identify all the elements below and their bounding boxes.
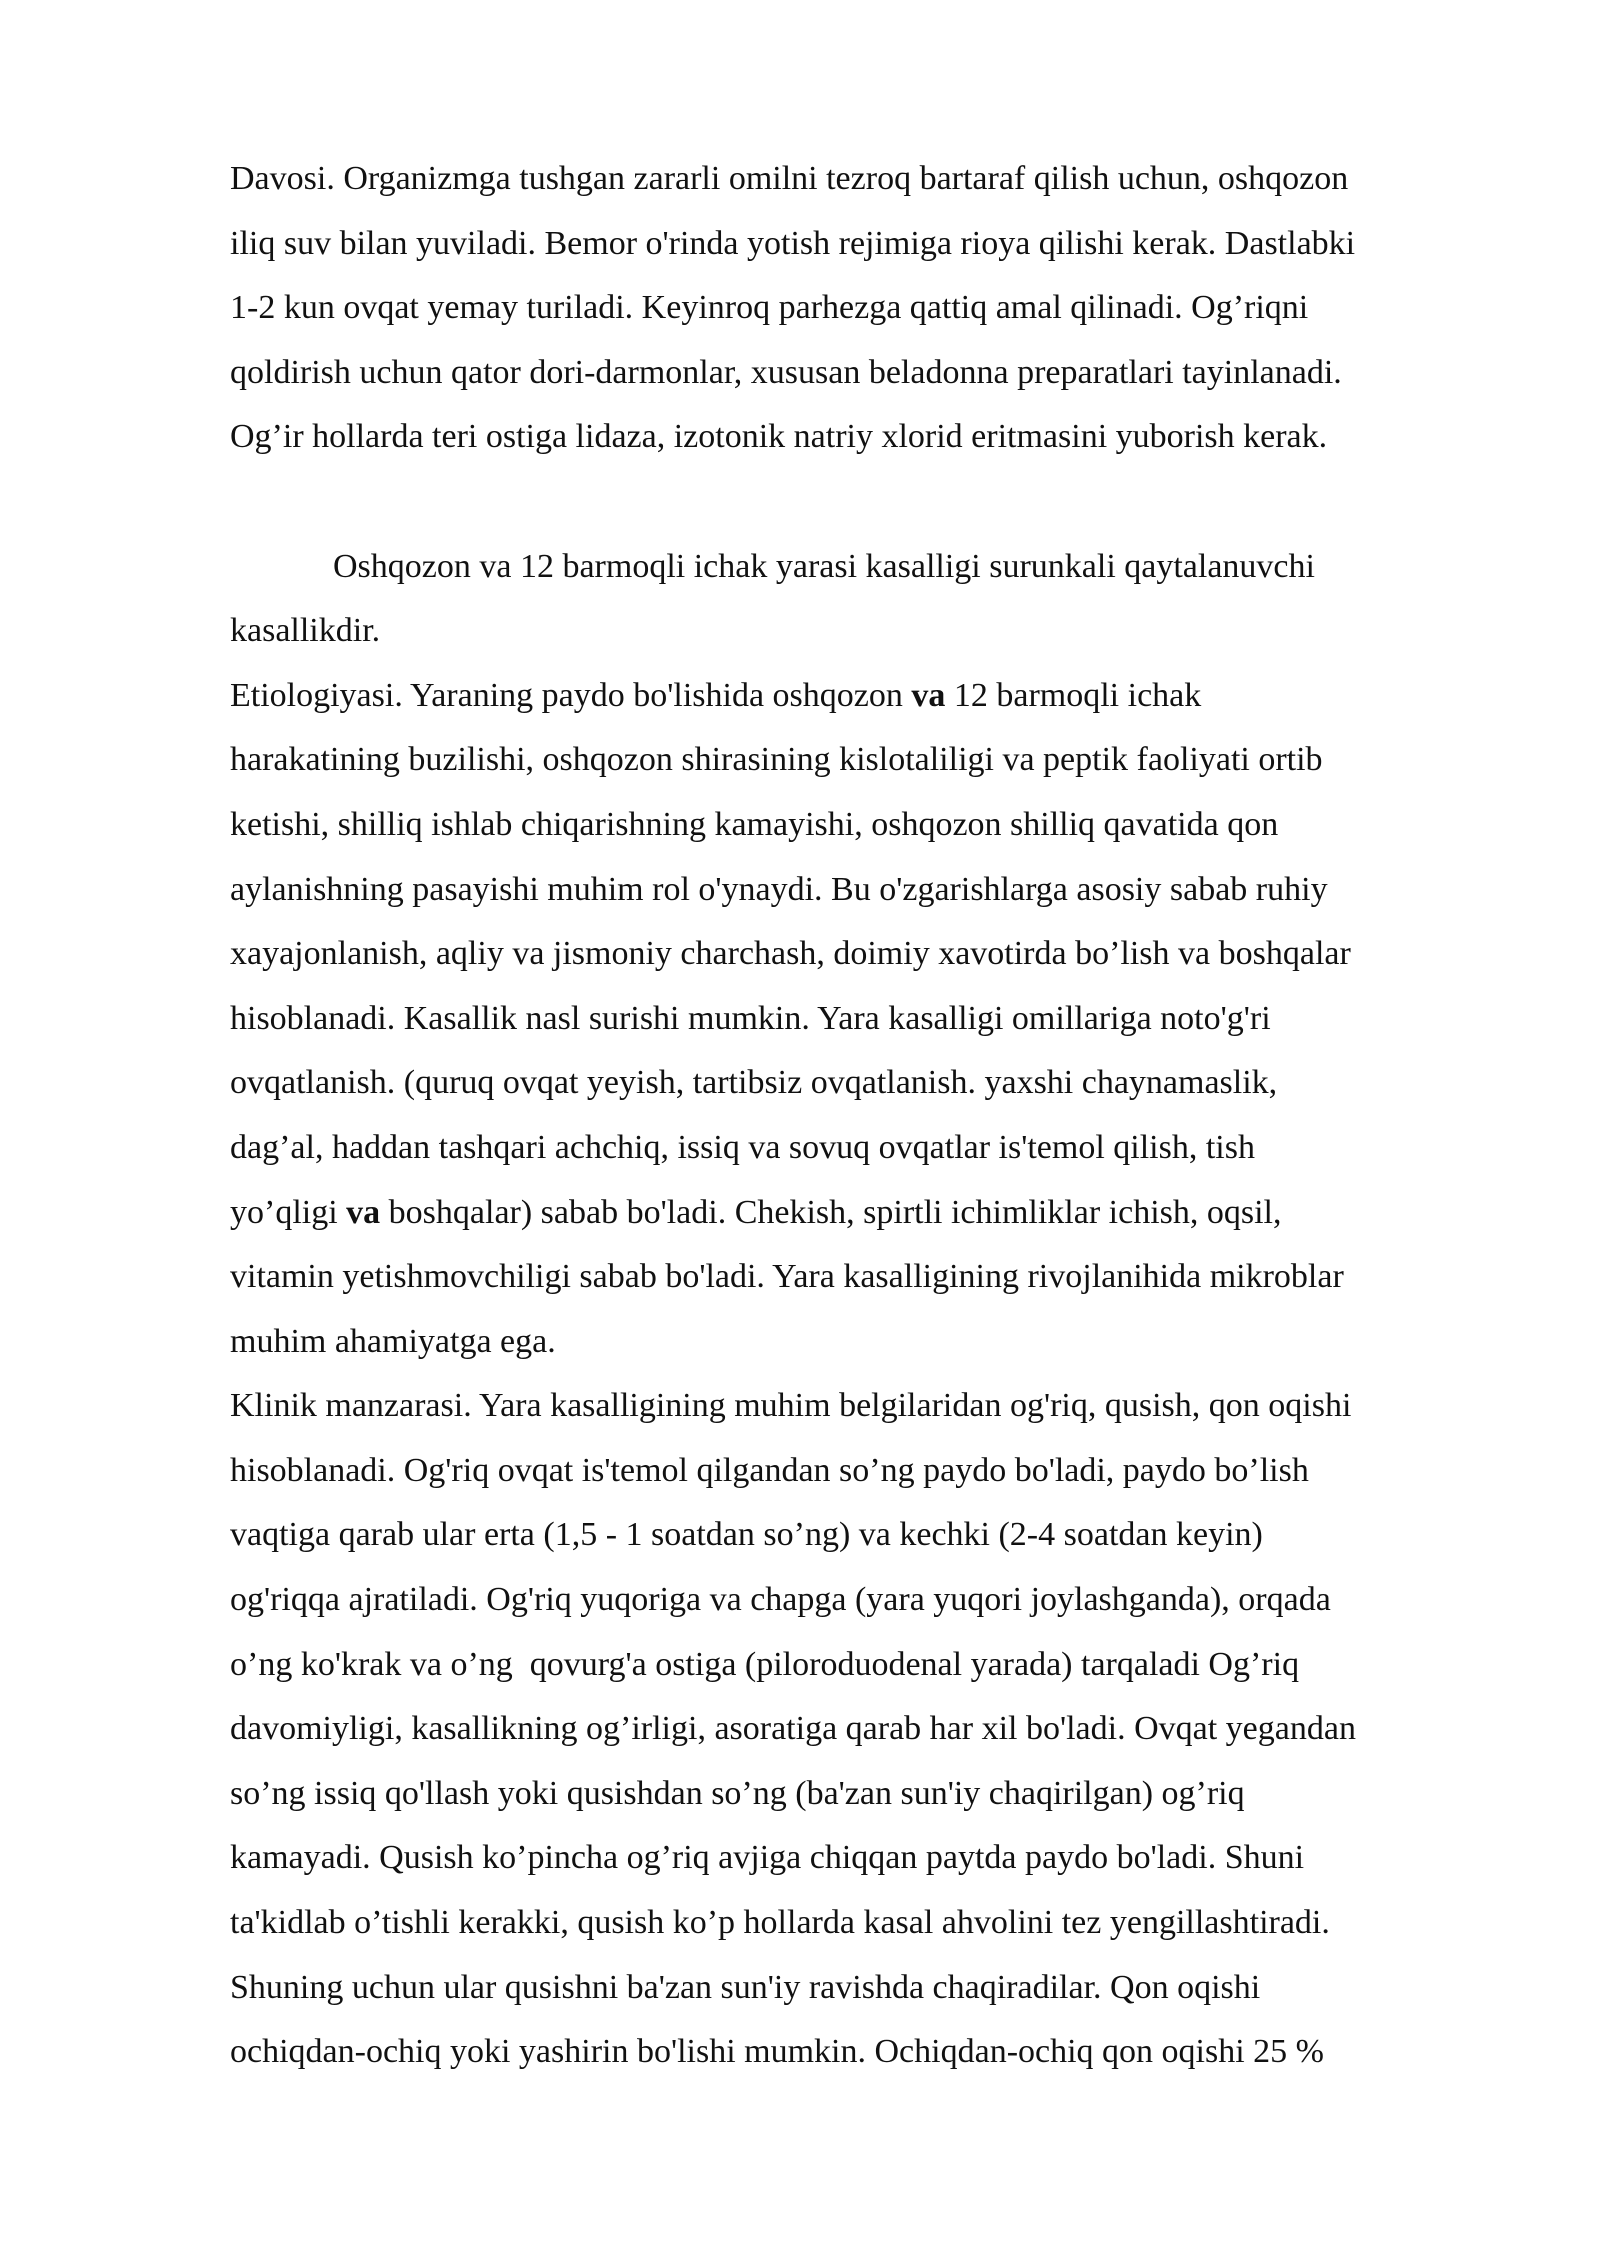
text-segment: boshqalar) sabab bo'ladi. Chekish, spirtli ichimliklar ichish, oqsil, (380, 1193, 1282, 1231)
bold-word: va (346, 1193, 381, 1231)
text-line: xayajonlanish, aqliy va jismoniy charchash, doimiy xavotirda bo’lish va boshqalar (230, 935, 1351, 973)
text-line: o’ng ko'krak va o’ng qovurg'a ostiga (piloroduodenal yarada) tarqaladi Og’riq (230, 1645, 1300, 1683)
text-line: Shuning uchun ular qusishni ba'zan sun'iy ravishda chaqiradilar. Qon oqishi (230, 1968, 1261, 2006)
text-line: muhim ahamiyatga ega. (230, 1322, 556, 1360)
text-line: ovqatlanish. (quruq ovqat yeyish, tartibsiz ovqatlanish. yaxshi chaynamaslik, (230, 1064, 1278, 1102)
text-line: kasallikdir. (230, 612, 381, 650)
text-line: Og’ir hollarda teri ostiga lidaza, izotonik natriy xlorid eritmasini yuborish kerak. (230, 418, 1328, 456)
text-line: vitamin yetishmovchiligi sabab bo'ladi. Yara kasalligining rivojlanihida mikroblar (230, 1258, 1344, 1296)
paragraph-spacer (230, 470, 1490, 535)
bold-word: va (911, 676, 946, 714)
text-line: qoldirish uchun qator dori-darmonlar, xususan beladonna preparatlari tayinlanadi. (230, 353, 1342, 391)
text-line: Oshqozon va 12 barmoqli ichak yarasi kasalligi surunkali qaytalanuvchi (333, 547, 1315, 585)
text-line: hisoblanadi. Og'riq ovqat is'temol qilgandan so’ng paydo bo'ladi, paydo bo’lish (230, 1451, 1309, 1489)
text-line: hisoblanadi. Kasallik nasl surishi mumkin. Yara kasalligi omillariga noto'g'ri (230, 999, 1271, 1037)
text-line (230, 664, 1490, 729)
document-body (230, 147, 1490, 2085)
text-line: vaqtiga qarab ular erta (1,5 - 1 soatdan so’ng) va kechki (2-4 soatdan keyin) (230, 1516, 1263, 1554)
text-line: 1-2 kun ovqat yemay turiladi. Keyinroq parhezga qattiq amal qilinadi. Og’riqni (230, 289, 1309, 327)
text-line: so’ng issiq qo'llash yoki qusishdan so’ng (ba'zan sun'iy chaqirilgan) og’riq (230, 1774, 1245, 1812)
text-line: ochiqdan-ochiq yoki yashirin bo'lishi mumkin. Ochiqdan-ochiq qon oqishi 25 % (230, 2033, 1324, 2071)
text-line: og'riqqa ajratiladi. Og'riq yuqoriga va chapga (yara yuqori joylashganda), orqada (230, 1581, 1331, 1619)
text-line: ta'kidlab o’tishli kerakki, qusish ko’p hollarda kasal ahvolini tez yengillashtiradi. (230, 1904, 1330, 1942)
text-line: iliq suv bilan yuviladi. Bemor o'rinda yotish rejimiga rioya qilishi kerak. Dastlabki (230, 224, 1356, 262)
text-line: ketishi, shilliq ishlab chiqarishning kamayishi, oshqozon shilliq qavatida qon (230, 805, 1279, 843)
text-line: Klinik manzarasi. Yara kasalligining muhim belgilaridan og'riq, qusish, qon oqishi (230, 1387, 1352, 1425)
text-segment: Etiologiyasi. Yaraning paydo bo'lishida oshqozon (230, 676, 912, 714)
text-line: dag’al, haddan tashqari achchiq, issiq va sovuq ovqatlar is'temol qilish, tish (230, 1128, 1255, 1166)
text-line: Davosi. Organizmga tushgan zararli omilni tezroq bartaraf qilish uchun, oshqozon (230, 160, 1349, 197)
text-segment: yo’qligi (230, 1193, 347, 1231)
text-segment: 12 barmoqli ichak (945, 676, 1202, 714)
text-line: aylanishning pasayishi muhim rol o'ynaydi. Bu o'zgarishlarga asosiy sabab ruhiy (230, 870, 1328, 908)
text-line (230, 1181, 1490, 1246)
text-line: harakatining buzilishi, oshqozon shirasining kislotaliligi va peptik faoliyati ortib (230, 741, 1323, 779)
text-line: davomiyligi, kasallikning og’irligi, asoratiga qarab har xil bo'ladi. Ovqat yegandan (230, 1710, 1356, 1748)
text-line: kamayadi. Qusish ko’pincha og’riq avjiga chiqqan paytda paydo bo'ladi. Shuni (230, 1839, 1305, 1877)
